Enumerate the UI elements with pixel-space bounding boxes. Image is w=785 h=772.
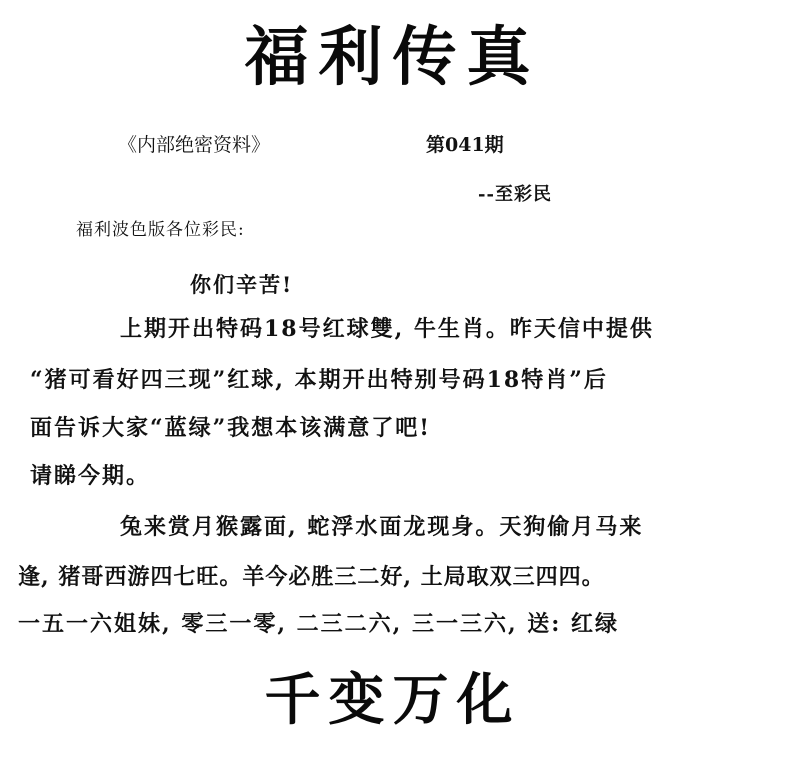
source-label: 《内部绝密资料》 xyxy=(118,134,271,156)
body-line-2: “猪可看好四三现”红球, 本期开出特别号码18特肖”后 xyxy=(30,367,608,393)
body-line-7: 一五一六姐妹, 零三一零, 二三二六, 三一三六, 送: 红绿 xyxy=(18,611,620,637)
body-line-1: 上期开出特码18号红球雙, 牛生肖。昨天信中提供 xyxy=(120,316,654,342)
body-line-3: 面告诉大家“蓝绿”我想本该满意了吧! xyxy=(30,415,431,441)
body-line-5: 兔来赏月猴露面, 蛇浮水面龙现身。天狗偷月马来 xyxy=(120,514,644,540)
signature: --至彩民 xyxy=(478,184,552,205)
closing-slogan: 千变万化 xyxy=(264,667,521,733)
body-line-6: 逢, 猪哥西游四七旺。羊今必胜三二好, 土局取双三四四。 xyxy=(18,564,605,590)
salutation: 福利波色版各位彩民: xyxy=(76,220,245,240)
document-title: 福利传真 xyxy=(244,20,541,95)
issue-number: 第041期 xyxy=(426,134,504,156)
body-line-4: 请睇今期。 xyxy=(30,463,151,489)
greeting: 你们辛苦! xyxy=(190,272,294,297)
